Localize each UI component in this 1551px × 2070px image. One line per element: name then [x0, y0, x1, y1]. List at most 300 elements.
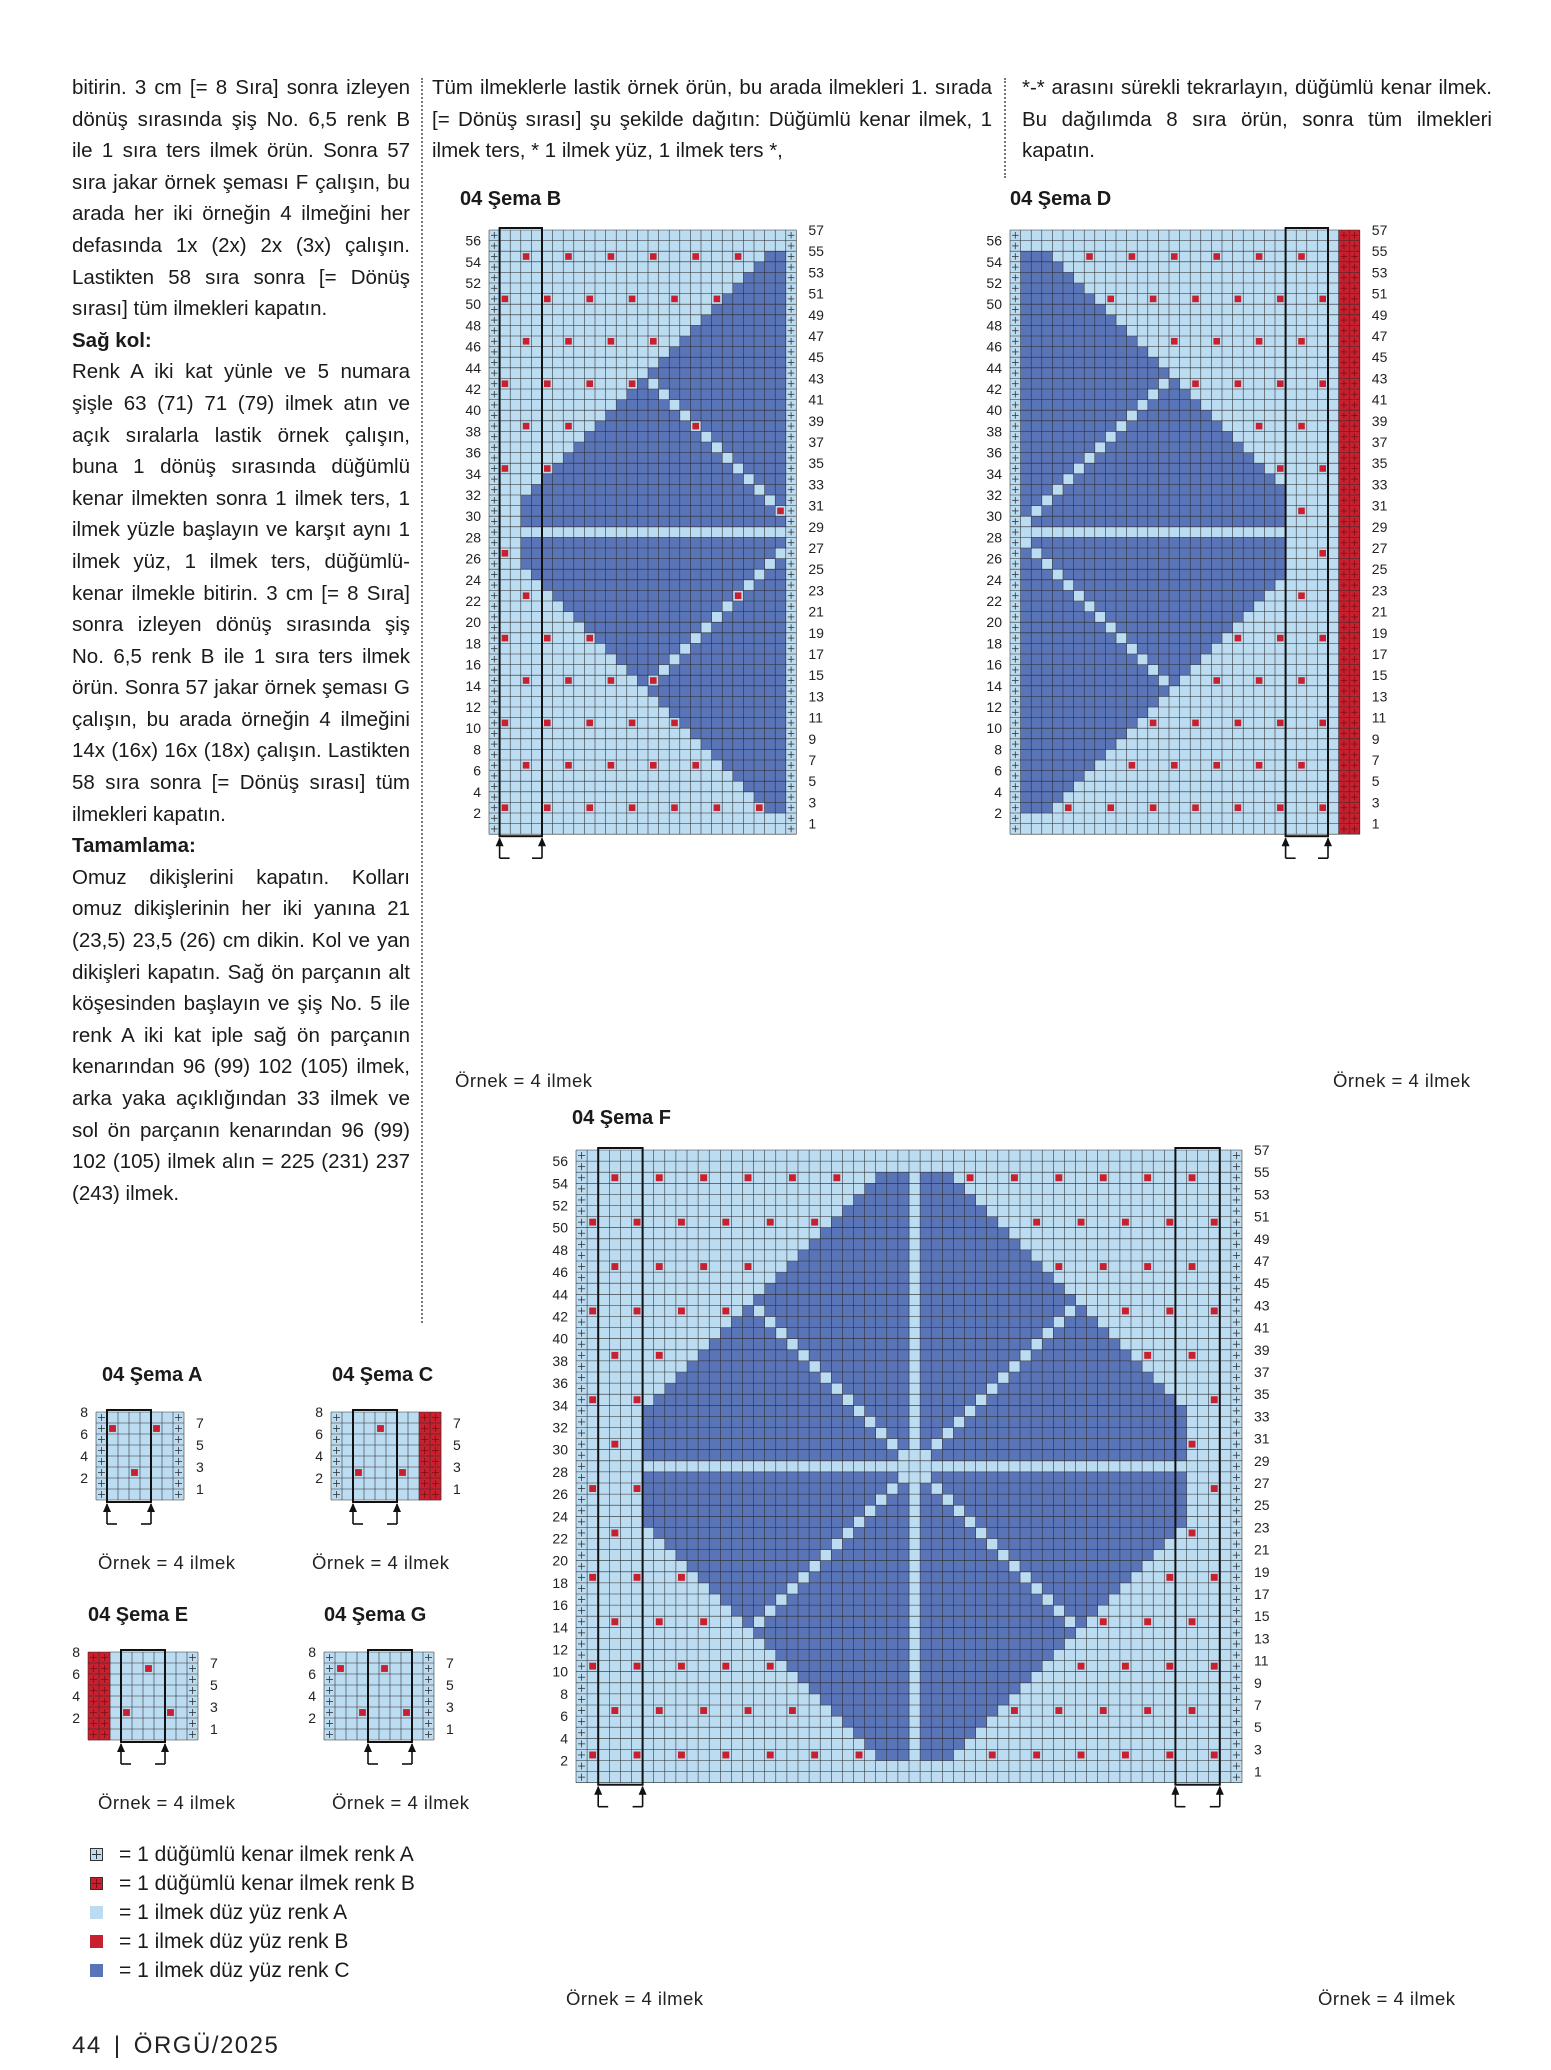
- stitch-c: [1264, 569, 1275, 580]
- stitch-c: [754, 739, 765, 750]
- stitch-c: [1031, 1661, 1042, 1672]
- stitch-c: [1254, 516, 1265, 527]
- stitch-b: [1277, 720, 1284, 727]
- stitch-c: [854, 1627, 865, 1638]
- stitch-c: [722, 495, 733, 506]
- stitch-c: [920, 1239, 931, 1250]
- stitch-c: [1053, 1572, 1064, 1583]
- row-number: 6: [994, 762, 1002, 779]
- stitch-c: [1109, 1505, 1120, 1516]
- stitch-c: [1064, 1627, 1075, 1638]
- stitch-c: [743, 410, 754, 421]
- stitch-c: [687, 1405, 698, 1416]
- stitch-c: [733, 506, 744, 517]
- stitch-c: [987, 1605, 998, 1616]
- stitch-c: [1031, 400, 1042, 411]
- stitch-b: [403, 1709, 410, 1716]
- stitch-c: [1087, 1328, 1098, 1339]
- stitch-c: [616, 559, 627, 570]
- stitch-c: [1009, 1250, 1020, 1261]
- stitch-c: [776, 1550, 787, 1561]
- stitch-c: [976, 1583, 987, 1594]
- stitch-b: [1298, 338, 1305, 345]
- stitch-c: [1021, 718, 1032, 729]
- stitch-c: [1137, 474, 1148, 485]
- stitch-c: [709, 1394, 720, 1405]
- stitch-c: [1087, 1394, 1098, 1405]
- stitch-c: [765, 1439, 776, 1450]
- stitch-c: [798, 1450, 809, 1461]
- row-number: 19: [1254, 1563, 1270, 1580]
- stitch-b: [589, 1308, 596, 1315]
- stitch-c: [942, 1317, 953, 1328]
- row-number: 5: [1371, 773, 1380, 790]
- stitch-c: [722, 559, 733, 570]
- stitch-c: [865, 1705, 876, 1716]
- stitch-c: [920, 1627, 931, 1638]
- stitch-c: [1148, 612, 1159, 623]
- stitch-c: [733, 474, 744, 485]
- stitch-c: [831, 1261, 842, 1272]
- stitch-c: [690, 347, 701, 358]
- stitch-c: [654, 1405, 665, 1416]
- stitch-c: [1031, 272, 1042, 283]
- stitch-c: [731, 1383, 742, 1394]
- stitch-c: [765, 1572, 776, 1583]
- stitch-c: [854, 1272, 865, 1283]
- stitch-c: [1064, 1472, 1075, 1483]
- stitch-b: [611, 1618, 618, 1625]
- stitch-c: [1064, 1505, 1075, 1516]
- stitch-c: [754, 580, 765, 591]
- stitch-c: [998, 1472, 1009, 1483]
- stitch-c: [1127, 675, 1138, 686]
- stitch-c: [1254, 506, 1265, 517]
- stitch-b: [1298, 677, 1305, 684]
- stitch-c: [743, 718, 754, 729]
- row-number: 23: [808, 582, 824, 599]
- stitch-c: [1180, 516, 1191, 527]
- stitch-c: [1095, 410, 1106, 421]
- stitch-b: [634, 1574, 641, 1581]
- stitch-c: [898, 1483, 909, 1494]
- stitch-c: [1169, 580, 1180, 591]
- row-number: 30: [552, 1441, 568, 1458]
- stitch-c: [1031, 262, 1042, 273]
- stitch-c: [680, 622, 691, 633]
- stitch-c: [765, 304, 776, 315]
- stitch-c: [1109, 1483, 1120, 1494]
- stitch-c: [776, 1372, 787, 1383]
- stitch-c: [1074, 718, 1085, 729]
- stitch-c: [831, 1339, 842, 1350]
- stitch-b: [634, 1308, 641, 1315]
- stitch-c: [1076, 1383, 1087, 1394]
- stitch-c: [680, 633, 691, 644]
- stitch-b: [656, 1352, 663, 1359]
- stitch-c: [1098, 1328, 1109, 1339]
- stitch-c: [898, 1439, 909, 1450]
- stitch-c: [701, 474, 712, 485]
- stitch-c: [754, 771, 765, 782]
- stitch-c: [920, 1483, 931, 1494]
- stitch-c: [876, 1527, 887, 1538]
- stitch-c: [1009, 1539, 1020, 1550]
- stitch-c: [865, 1716, 876, 1727]
- stitch-c: [854, 1261, 865, 1272]
- stitch-c: [809, 1472, 820, 1483]
- stitch-c: [1021, 580, 1032, 591]
- stitch-b: [589, 1574, 596, 1581]
- stitch-c: [690, 707, 701, 718]
- stitch-c: [743, 1416, 754, 1427]
- stitch-c: [754, 315, 765, 326]
- stitch-c: [1120, 1394, 1131, 1405]
- stitch-c: [976, 1661, 987, 1672]
- stitch-c: [765, 421, 776, 432]
- stitch-c: [876, 1317, 887, 1328]
- stitch-c: [876, 1705, 887, 1716]
- legend-item: [90, 1840, 415, 1869]
- stitch-c: [776, 1650, 787, 1661]
- stitch-c: [1116, 506, 1127, 517]
- stitch-c: [1042, 1527, 1053, 1538]
- stitch-c: [709, 1450, 720, 1461]
- stitch-b: [1129, 762, 1136, 769]
- stitch-c: [876, 1516, 887, 1527]
- stitch-c: [876, 1261, 887, 1272]
- row-number: 27: [1371, 540, 1388, 556]
- stitch-c: [574, 453, 585, 464]
- stitch-c: [765, 580, 776, 591]
- stitch-c: [842, 1217, 853, 1228]
- stitch-c: [709, 1350, 720, 1361]
- stitch-c: [606, 590, 617, 601]
- stitch-c: [1158, 686, 1169, 697]
- stitch-c: [743, 1339, 754, 1350]
- stitch-c: [1020, 1661, 1031, 1672]
- stitch-c: [820, 1239, 831, 1250]
- stitch-c: [898, 1317, 909, 1328]
- stitch-c: [809, 1416, 820, 1427]
- stitch-c: [1021, 400, 1032, 411]
- stitch-c: [887, 1450, 898, 1461]
- row-number: 17: [808, 646, 824, 662]
- stitch-b: [544, 720, 551, 727]
- row-number: 18: [552, 1574, 568, 1591]
- stitch-c: [1120, 1561, 1131, 1572]
- stitch-c: [787, 1361, 798, 1372]
- stitch-c: [1148, 686, 1159, 697]
- stitch-c: [754, 1450, 765, 1461]
- stitch-c: [987, 1550, 998, 1561]
- stitch-c: [669, 537, 680, 548]
- stitch-c: [1042, 1339, 1053, 1350]
- stitch-c: [1275, 548, 1286, 559]
- stitch-c: [1116, 516, 1127, 527]
- stitch-c: [876, 1305, 887, 1316]
- stitch-c: [1020, 1416, 1031, 1427]
- stitch-c: [1031, 442, 1042, 453]
- stitch-c: [1275, 484, 1286, 495]
- stitch-c: [887, 1261, 898, 1272]
- stitch-c: [627, 442, 638, 453]
- stitch-c: [854, 1394, 865, 1405]
- row-number: 48: [986, 317, 1002, 334]
- stitch-c: [733, 601, 744, 612]
- stitch-c: [842, 1272, 853, 1283]
- stitch-c: [731, 1372, 742, 1383]
- stitch-c: [965, 1194, 976, 1205]
- stitch-c: [1164, 1394, 1175, 1405]
- stitch-c: [965, 1694, 976, 1705]
- row-number: 2: [560, 1752, 568, 1769]
- stitch-c: [1105, 654, 1116, 665]
- stitch-c: [809, 1450, 820, 1461]
- stitch-c: [1084, 516, 1095, 527]
- row-number: 13: [808, 688, 824, 705]
- stitch-c: [820, 1594, 831, 1605]
- stitch-c: [698, 1539, 709, 1550]
- stitch-c: [1254, 537, 1265, 548]
- stitch-c: [669, 347, 680, 358]
- stitch-c: [920, 1439, 931, 1450]
- chart-e-grid: [72, 1644, 218, 1764]
- stitch-c: [931, 1372, 942, 1383]
- stitch-c: [953, 1194, 964, 1205]
- stitch-c: [920, 1583, 931, 1594]
- stitch-c: [584, 506, 595, 517]
- paragraph: Tüm ilmeklerle lastik örnek örün, bu arada ilmekleri 1. sırada [= Dönüş sırası] şu şekilde dağıtın: Düğümlü kenar ilmek, 1 ilmek ters, * 1 ilmek yüz, 1 ilmek ters *,: [432, 76, 992, 163]
- stitch-c: [743, 1572, 754, 1583]
- stitch-c: [876, 1206, 887, 1217]
- stitch-c: [733, 368, 744, 379]
- stitch-c: [680, 474, 691, 485]
- stitch-c: [1098, 1339, 1109, 1350]
- stitch-c: [931, 1383, 942, 1394]
- stitch-c: [1064, 1350, 1075, 1361]
- stitch-c: [1148, 537, 1159, 548]
- stitch-c: [606, 474, 617, 485]
- row-number: 2: [308, 1710, 316, 1726]
- stitch-c: [820, 1672, 831, 1683]
- stitch-c: [754, 400, 765, 411]
- stitch-c: [1031, 1272, 1042, 1283]
- stitch-c: [1233, 559, 1244, 570]
- stitch-c: [698, 1450, 709, 1461]
- stitch-c: [616, 474, 627, 485]
- stitch-c: [1105, 347, 1116, 358]
- stitch-c: [1116, 686, 1127, 697]
- stitch-c: [1020, 1261, 1031, 1272]
- stitch-c: [606, 548, 617, 559]
- stitch-c: [865, 1339, 876, 1350]
- stitch-c: [887, 1516, 898, 1527]
- stitch-c: [1275, 516, 1286, 527]
- stitch-c: [798, 1494, 809, 1505]
- arrow-head: [349, 1503, 357, 1512]
- stitch-c: [976, 1694, 987, 1705]
- stitch-c: [1076, 1405, 1087, 1416]
- stitch-b: [811, 1752, 818, 1759]
- stitch-c: [1127, 569, 1138, 580]
- stitch-c: [698, 1405, 709, 1416]
- row-number: 10: [986, 720, 1002, 737]
- stitch-c: [1053, 1350, 1064, 1361]
- stitch-c: [965, 1328, 976, 1339]
- stitch-c: [798, 1605, 809, 1616]
- stitch-c: [733, 431, 744, 442]
- stitch-c: [1222, 601, 1233, 612]
- stitch-c: [775, 251, 786, 262]
- stitch-c: [1142, 1539, 1153, 1550]
- stitch-c: [1076, 1527, 1087, 1538]
- stitch-b: [544, 465, 551, 472]
- row-number: 18: [465, 635, 481, 652]
- stitch-c: [1095, 569, 1106, 580]
- stitch-c: [687, 1372, 698, 1383]
- stitch-c: [754, 1583, 765, 1594]
- stitch-c: [942, 1572, 953, 1583]
- stitch-c: [531, 559, 542, 570]
- stitch-c: [1076, 1572, 1087, 1583]
- stitch-c: [831, 1361, 842, 1372]
- stitch-c: [1087, 1572, 1098, 1583]
- stitch-c: [709, 1428, 720, 1439]
- row-number: 47: [1371, 328, 1388, 344]
- stitch-c: [712, 516, 723, 527]
- stitch-c: [627, 453, 638, 464]
- stitch-b: [1213, 338, 1220, 345]
- stitch-c: [701, 325, 712, 336]
- stitch-c: [1087, 1339, 1098, 1350]
- stitch-c: [1137, 633, 1148, 644]
- stitch-c: [1053, 1305, 1064, 1316]
- stitch-c: [1052, 294, 1063, 305]
- stitch-c: [842, 1228, 853, 1239]
- arrow-head: [496, 837, 504, 846]
- stitch-b: [589, 1219, 596, 1226]
- stitch-c: [754, 262, 765, 273]
- stitch-c: [865, 1561, 876, 1572]
- stitch-c: [1137, 675, 1148, 686]
- stitch-c: [1064, 1494, 1075, 1505]
- stitch-c: [1021, 421, 1032, 432]
- stitch-c: [854, 1672, 865, 1683]
- stitch-c: [521, 506, 532, 517]
- stitch-c: [998, 1539, 1009, 1550]
- stitch-c: [1116, 654, 1127, 665]
- stitch-c: [1020, 1272, 1031, 1283]
- stitch-c: [1020, 1472, 1031, 1483]
- stitch-c: [898, 1650, 909, 1661]
- stitch-c: [1109, 1539, 1120, 1550]
- stitch-c: [1148, 580, 1159, 591]
- stitch-c: [1243, 590, 1254, 601]
- stitch-c: [643, 1494, 654, 1505]
- row-number: 41: [808, 391, 824, 408]
- stitch-c: [1153, 1428, 1164, 1439]
- stitch-c: [854, 1328, 865, 1339]
- stitch-c: [1180, 633, 1191, 644]
- stitch-c: [1063, 336, 1074, 347]
- row-number: 11: [808, 709, 823, 726]
- stitch-c: [1063, 654, 1074, 665]
- stitch-c: [754, 1605, 765, 1616]
- stitch-b: [544, 380, 551, 387]
- stitch-c: [820, 1328, 831, 1339]
- stitch-c: [831, 1250, 842, 1261]
- stitch-c: [743, 686, 754, 697]
- stitch-c: [743, 463, 754, 474]
- stitch-c: [765, 728, 776, 739]
- row-number: 46: [552, 1264, 568, 1281]
- stitch-c: [754, 495, 765, 506]
- stitch-c: [854, 1650, 865, 1661]
- stitch-c: [1087, 1505, 1098, 1516]
- stitch-c: [953, 1539, 964, 1550]
- stitch-c: [831, 1472, 842, 1483]
- stitch-c: [775, 760, 786, 771]
- row-number: 25: [1254, 1497, 1270, 1514]
- stitch-c: [820, 1250, 831, 1261]
- stitch-c: [542, 484, 553, 495]
- stitch-c: [987, 1239, 998, 1250]
- stitch-c: [965, 1350, 976, 1361]
- stitch-c: [648, 601, 659, 612]
- stitch-b: [1298, 762, 1305, 769]
- stitch-c: [1031, 1616, 1042, 1627]
- row-number: 26: [986, 550, 1002, 567]
- stitch-c: [776, 1283, 787, 1294]
- stitch-c: [720, 1383, 731, 1394]
- stitch-c: [648, 484, 659, 495]
- stitch-c: [698, 1372, 709, 1383]
- stitch-c: [776, 1527, 787, 1538]
- stitch-c: [1095, 622, 1106, 633]
- stitch-c: [687, 1450, 698, 1461]
- stitch-c: [1131, 1516, 1142, 1527]
- stitch-c: [1053, 1328, 1064, 1339]
- stitch-c: [1169, 601, 1180, 612]
- stitch-c: [754, 368, 765, 379]
- stitch-c: [1190, 400, 1201, 411]
- stitch-b: [1211, 1396, 1218, 1403]
- row-number: 15: [1254, 1608, 1270, 1625]
- stitch-c: [722, 686, 733, 697]
- stitch-c: [809, 1383, 820, 1394]
- stitch-c: [1020, 1450, 1031, 1461]
- stitch-c: [920, 1428, 931, 1439]
- stitch-c: [1148, 421, 1159, 432]
- stitch-c: [754, 633, 765, 644]
- stitch-c: [865, 1194, 876, 1205]
- stitch-c: [1020, 1383, 1031, 1394]
- stitch-c: [1095, 718, 1106, 729]
- stitch-c: [1063, 771, 1074, 782]
- stitch-c: [563, 495, 574, 506]
- stitch-c: [865, 1627, 876, 1638]
- stitch-c: [842, 1428, 853, 1439]
- stitch-c: [842, 1661, 853, 1672]
- stitch-c: [931, 1505, 942, 1516]
- stitch-c: [1009, 1572, 1020, 1583]
- stitch-c: [1042, 1650, 1053, 1661]
- stitch-c: [987, 1416, 998, 1427]
- stitch-c: [865, 1428, 876, 1439]
- stitch-c: [1264, 516, 1275, 527]
- stitch-c: [754, 643, 765, 654]
